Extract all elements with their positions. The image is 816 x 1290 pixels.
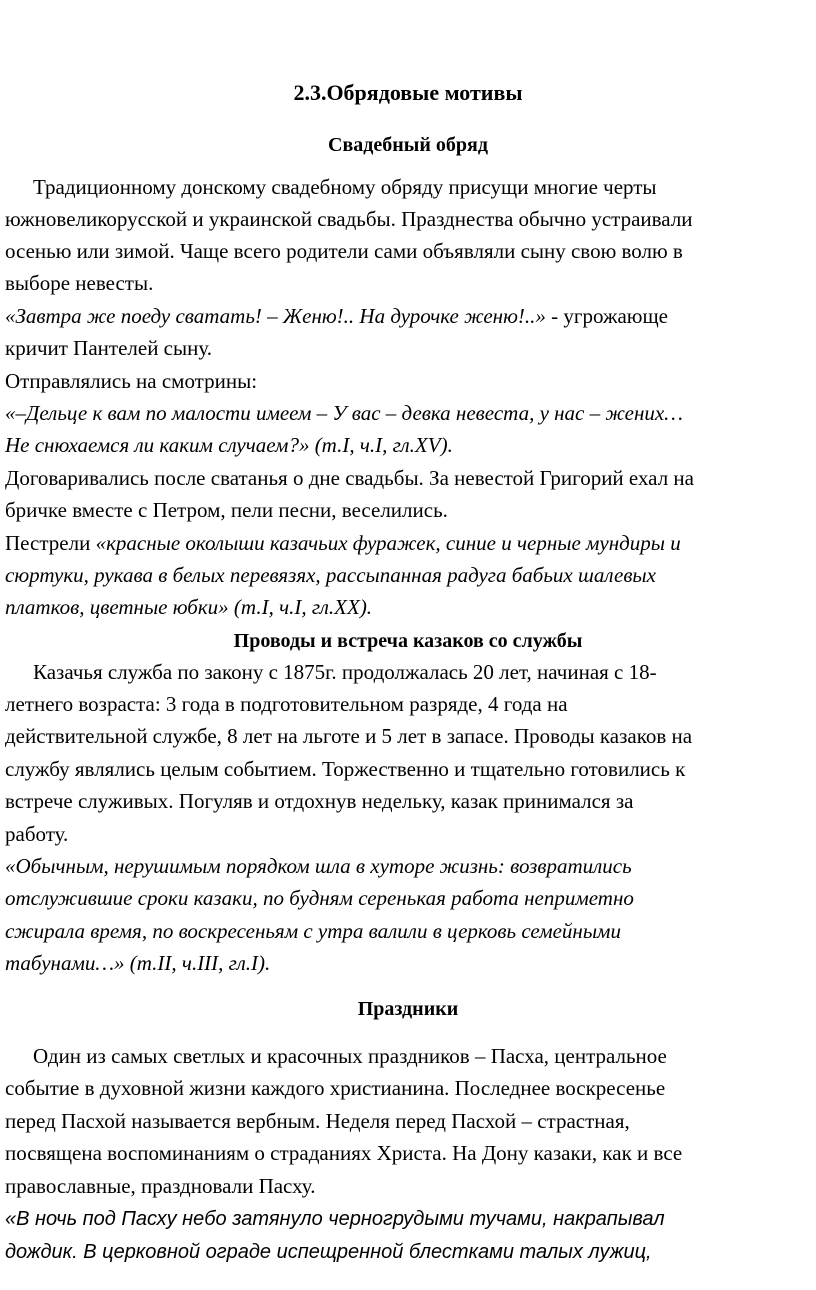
paragraph-line: Казачья служба по закону с 1875г. продолжалась 20 лет, начиная с 18- (33, 660, 657, 684)
quote-line: «Обычным, нерушимым порядком шла в хуторе жизнь: возвратились (5, 854, 632, 878)
quote-line: сжирала время, по воскресеньям с утра валили в церковь семейными (5, 919, 621, 943)
paragraph-line: Традиционному донскому свадебному обряду присущи многие черты (33, 175, 657, 199)
paragraph-line: Один из самых светлых и красочных праздников – Пасха, центральное (33, 1044, 667, 1068)
quote-italic: «Завтра же поеду сватать! – Женю!.. На дурочке женю!..» (5, 304, 546, 328)
quote-line: платков, цветные юбки» (т.I, ч.I, гл.XX). (5, 595, 373, 619)
paragraph-line: посвящена воспоминаниям о страданиях Христа. На Дону казаки, как и все (5, 1141, 683, 1165)
quote-line: табунами…» (т.II, ч.III, гл.I). (5, 951, 271, 975)
quote-line (5, 530, 681, 556)
paragraph-line: службу являлись целым событием. Торжественно и тщательно готовились к (5, 757, 686, 781)
section-heading-service: Проводы и встреча казаков со службы (233, 630, 583, 652)
paragraph-line: южновеликорусской и украинской свадьбы. Празднества обычно устраивали (5, 207, 693, 231)
quote-line: сюртуки, рукава в белых перевязях, рассыпанная радуга бабьих шалевых (5, 563, 656, 587)
quote-italic: «красные околыши казачьих фуражек, синие и черные мундиры и (95, 531, 681, 555)
paragraph-line: выборе невесты. (5, 271, 154, 295)
paragraph-line: событие в духовной жизни каждого христианина. Последнее воскресенье (5, 1076, 666, 1100)
quote-line: «В ночь под Пасху небо затянуло черногрудыми тучами, накрапывал (5, 1208, 665, 1230)
paragraph-line: перед Пасхой называется вербным. Неделя перед Пасхой – страстная, (5, 1109, 630, 1133)
quote-attribution: - угрожающе (545, 304, 668, 328)
quote-line: «–Дельце к вам по малости имеем – У вас – девка невеста, у нас – жених… (5, 401, 683, 425)
page-title: 2.3.Обрядовые мотивы (293, 80, 523, 105)
quote-line: дождик. В церковной ограде испещренной блестками талых лужиц, (5, 1241, 652, 1263)
paragraph-line: Договаривались после сватанья о дне свадьбы. За невестой Григорий ехал на (5, 466, 694, 490)
paragraph-line: встрече служивых. Погуляв и отдохнув недельку, казак принимался за (5, 789, 634, 813)
paragraph-line: работу. (5, 822, 69, 846)
quote-prefix: Пестрели (5, 531, 96, 555)
quote-line: отслужившие сроки казаки, по будням серенькая работа неприметно (5, 886, 634, 910)
paragraph-line: действительной службе, 8 лет на льготе и 5 лет в запасе. Проводы казаков на (5, 724, 693, 748)
paragraph-line: православные, праздновали Пасху. (5, 1174, 316, 1198)
paragraph-line: Отправлялись на смотрины: (5, 369, 258, 393)
paragraph-line: осенью или зимой. Чаще всего родители сами объявляли сыну свою волю в (5, 239, 683, 263)
paragraph-line: летнего возраста: 3 года в подготовительном разряде, 4 года на (5, 692, 568, 716)
paragraph-line: бричке вместе с Петром, пели песни, веселились. (5, 498, 448, 522)
section-heading-holidays: Праздники (357, 998, 459, 1020)
paragraph-line: кричит Пантелей сыну. (5, 336, 212, 360)
quote-line: Не снюхаемся ли каким случаем?» (т.I, ч.I, гл.XV). (5, 433, 453, 457)
section-heading-wedding: Свадебный обряд (328, 134, 488, 156)
quote-line (5, 303, 668, 329)
